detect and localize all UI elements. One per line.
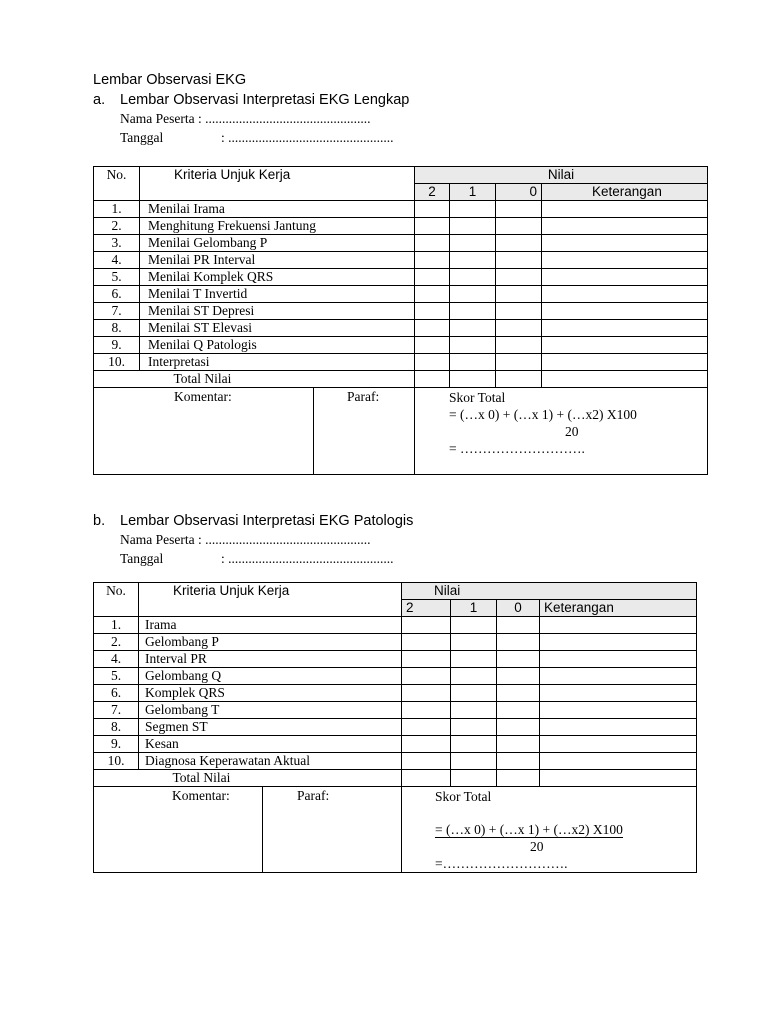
keterangan-cell[interactable] xyxy=(540,719,697,736)
score-2-cell[interactable] xyxy=(402,668,451,685)
table-row xyxy=(94,286,708,303)
criteria-text: Menilai Gelombang P xyxy=(140,235,415,252)
total-nilai-label: Total Nilai xyxy=(140,371,415,388)
criteria-text: Irama xyxy=(139,617,402,634)
score-1-cell[interactable] xyxy=(451,617,497,634)
keterangan-cell[interactable] xyxy=(542,337,708,354)
criteria-text: Menilai Komplek QRS xyxy=(140,269,415,286)
keterangan-cell[interactable] xyxy=(542,269,708,286)
row-number: 3. xyxy=(94,235,140,252)
score-1-cell[interactable] xyxy=(450,320,496,337)
score-1-cell[interactable] xyxy=(451,736,497,753)
score-2-cell[interactable] xyxy=(415,303,450,320)
criteria-text: Diagnosa Keperawatan Aktual xyxy=(139,753,402,770)
header-score-2: 2 xyxy=(415,184,450,201)
keterangan-cell[interactable] xyxy=(542,354,708,371)
section-b-nama-peserta xyxy=(120,532,370,548)
tanggal-colon: : xyxy=(221,551,225,566)
nama-peserta-label: Nama Peserta : xyxy=(120,111,202,126)
row-number: 7. xyxy=(94,702,139,719)
paraf-cell[interactable] xyxy=(314,388,415,475)
criteria-text: Menghitung Frekuensi Jantung xyxy=(140,218,415,235)
row-number: 1. xyxy=(94,617,139,634)
paraf-label: Paraf: xyxy=(297,788,330,803)
keterangan-cell[interactable] xyxy=(542,252,708,269)
score-2-cell[interactable] xyxy=(415,354,450,371)
table-row xyxy=(94,753,697,770)
total-score-2[interactable] xyxy=(415,371,450,388)
criteria-text: Kesan xyxy=(139,736,402,753)
row-number: 1. xyxy=(94,201,140,218)
tanggal-field[interactable]: ................................................. xyxy=(228,130,394,145)
score-0-cell[interactable] xyxy=(496,303,542,320)
score-1-cell[interactable] xyxy=(450,303,496,320)
header-no: No. xyxy=(94,583,139,617)
document-title: Lembar Observasi EKG xyxy=(93,72,247,88)
tanggal-label: Tanggal xyxy=(120,130,164,145)
total-blank xyxy=(94,371,140,388)
skor-total-cell xyxy=(402,787,697,873)
score-0-cell[interactable] xyxy=(496,218,542,235)
table-row xyxy=(94,719,697,736)
total-blank xyxy=(94,770,139,787)
paraf-cell[interactable] xyxy=(263,787,402,873)
score-0-cell[interactable] xyxy=(497,702,540,719)
tanggal-field[interactable]: ................................................. xyxy=(228,551,394,566)
score-1-cell[interactable] xyxy=(450,269,496,286)
score-0-cell[interactable] xyxy=(497,617,540,634)
score-1-cell[interactable] xyxy=(450,354,496,371)
komentar-cell[interactable] xyxy=(94,787,263,873)
score-2-cell[interactable] xyxy=(415,320,450,337)
criteria-text: Gelombang P xyxy=(139,634,402,651)
header-score-0: 0 xyxy=(496,184,542,201)
score-1-cell[interactable] xyxy=(450,286,496,303)
score-2-cell[interactable] xyxy=(415,337,450,354)
score-1-cell[interactable] xyxy=(451,634,497,651)
score-2-cell[interactable] xyxy=(402,753,451,770)
row-number: 9. xyxy=(94,337,140,354)
section-a-table xyxy=(93,166,708,475)
table-row xyxy=(94,337,708,354)
table-row xyxy=(94,218,708,235)
criteria-text: Menilai ST Elevasi xyxy=(140,320,415,337)
score-2-cell[interactable] xyxy=(402,736,451,753)
table-row xyxy=(94,303,708,320)
tanggal-label: Tanggal xyxy=(120,551,164,566)
score-1-cell[interactable] xyxy=(451,685,497,702)
section-b-table xyxy=(93,582,697,873)
row-number: 6. xyxy=(94,286,140,303)
score-2-cell[interactable] xyxy=(402,702,451,719)
section-b-heading xyxy=(93,513,413,529)
score-1-cell[interactable] xyxy=(451,668,497,685)
score-2-cell[interactable] xyxy=(415,218,450,235)
score-0-cell[interactable] xyxy=(497,634,540,651)
section-a-letter: a. xyxy=(93,92,106,108)
keterangan-cell[interactable] xyxy=(540,753,697,770)
score-1-cell[interactable] xyxy=(451,702,497,719)
keterangan-cell[interactable] xyxy=(542,303,708,320)
row-number: 2. xyxy=(94,218,140,235)
row-number: 8. xyxy=(94,719,139,736)
criteria-text: Menilai Irama xyxy=(140,201,415,218)
skor-total-label: Skor Total xyxy=(449,390,506,405)
keterangan-cell[interactable] xyxy=(542,235,708,252)
row-number: 6. xyxy=(94,685,139,702)
score-2-cell[interactable] xyxy=(415,201,450,218)
criteria-text: Segmen ST xyxy=(139,719,402,736)
total-score-2[interactable] xyxy=(402,770,451,787)
row-number: 5. xyxy=(94,269,140,286)
header-kriteria: Kriteria Unjuk Kerja xyxy=(139,583,402,617)
score-1-cell[interactable] xyxy=(451,753,497,770)
score-2-cell[interactable] xyxy=(415,286,450,303)
komentar-label: Komentar: xyxy=(174,389,232,404)
keterangan-cell[interactable] xyxy=(540,702,697,719)
section-b-tanggal xyxy=(120,551,394,567)
header-no: No. xyxy=(94,167,140,201)
row-number: 7. xyxy=(94,303,140,320)
table-row xyxy=(94,235,708,252)
keterangan-cell[interactable] xyxy=(540,736,697,753)
score-1-cell[interactable] xyxy=(450,337,496,354)
score-1-cell[interactable] xyxy=(450,252,496,269)
score-0-cell[interactable] xyxy=(496,252,542,269)
score-1-cell[interactable] xyxy=(450,218,496,235)
table-row xyxy=(94,702,697,719)
total-score-1[interactable] xyxy=(451,770,497,787)
score-0-cell[interactable] xyxy=(497,719,540,736)
header-kriteria: Kriteria Unjuk Kerja xyxy=(140,167,415,201)
keterangan-cell[interactable] xyxy=(542,218,708,235)
skor-formula: = (…x 0) + (…x 1) + (…x2) X100 xyxy=(449,407,637,422)
score-2-cell[interactable] xyxy=(415,269,450,286)
section-a-heading xyxy=(93,92,409,108)
score-0-cell[interactable] xyxy=(496,337,542,354)
row-number: 10. xyxy=(94,354,140,371)
score-0-cell[interactable] xyxy=(496,354,542,371)
criteria-text: Komplek QRS xyxy=(139,685,402,702)
row-number: 10. xyxy=(94,753,139,770)
header-score-2: 2 xyxy=(402,600,451,617)
keterangan-cell[interactable] xyxy=(542,286,708,303)
skor-result: =………………………. xyxy=(435,856,568,871)
score-2-cell[interactable] xyxy=(415,235,450,252)
score-0-cell[interactable] xyxy=(497,753,540,770)
header-nilai: Nilai xyxy=(402,583,697,600)
skor-formula: = (…x 0) + (…x 1) + (…x2) X100 xyxy=(435,822,623,837)
komentar-label: Komentar: xyxy=(172,788,230,803)
header-keterangan: Keterangan xyxy=(542,184,708,201)
skor-total-cell xyxy=(415,388,708,475)
table-row xyxy=(94,320,708,337)
keterangan-cell[interactable] xyxy=(540,634,697,651)
skor-denominator: 20 xyxy=(565,424,579,439)
tanggal-colon: : xyxy=(221,130,225,145)
criteria-text: Menilai Q Patologis xyxy=(140,337,415,354)
keterangan-cell[interactable] xyxy=(540,617,697,634)
header-keterangan: Keterangan xyxy=(540,600,697,617)
score-0-cell[interactable] xyxy=(496,235,542,252)
nama-peserta-field[interactable]: ................................................. xyxy=(205,111,371,126)
row-number: 9. xyxy=(94,736,139,753)
nama-peserta-field[interactable]: ................................................. xyxy=(205,532,371,547)
section-a-title: Lembar Observasi Interpretasi EKG Lengkap xyxy=(120,92,410,108)
table-row xyxy=(94,651,697,668)
header-nilai: Nilai xyxy=(415,167,708,184)
score-2-cell[interactable] xyxy=(402,719,451,736)
section-b-title: Lembar Observasi Interpretasi EKG Patologis xyxy=(120,513,414,529)
score-2-cell[interactable] xyxy=(402,685,451,702)
total-keterangan[interactable] xyxy=(542,371,708,388)
score-2-cell[interactable] xyxy=(402,634,451,651)
score-0-cell[interactable] xyxy=(497,668,540,685)
total-keterangan[interactable] xyxy=(540,770,697,787)
skor-total-label: Skor Total xyxy=(435,789,492,804)
table-row xyxy=(94,736,697,753)
total-score-1[interactable] xyxy=(450,371,496,388)
total-nilai-label: Total Nilai xyxy=(139,770,402,787)
score-0-cell[interactable] xyxy=(497,651,540,668)
keterangan-cell[interactable] xyxy=(540,668,697,685)
criteria-text: Gelombang Q xyxy=(139,668,402,685)
table-row xyxy=(94,668,697,685)
header-score-1: 1 xyxy=(451,600,497,617)
score-2-cell[interactable] xyxy=(402,651,451,668)
score-0-cell[interactable] xyxy=(496,286,542,303)
keterangan-cell[interactable] xyxy=(540,685,697,702)
table-row xyxy=(94,269,708,286)
section-a-nama-peserta xyxy=(120,111,370,127)
score-2-cell[interactable] xyxy=(402,617,451,634)
score-0-cell[interactable] xyxy=(496,201,542,218)
total-score-0[interactable] xyxy=(497,770,540,787)
table-row xyxy=(94,634,697,651)
row-number: 8. xyxy=(94,320,140,337)
section-b-letter: b. xyxy=(93,513,106,529)
komentar-cell[interactable] xyxy=(94,388,314,475)
keterangan-cell[interactable] xyxy=(542,201,708,218)
criteria-text: Interpretasi xyxy=(140,354,415,371)
criteria-text: Menilai PR Interval xyxy=(140,252,415,269)
row-number: 4. xyxy=(94,651,139,668)
score-2-cell[interactable] xyxy=(415,252,450,269)
paraf-label: Paraf: xyxy=(347,389,380,404)
keterangan-cell[interactable] xyxy=(542,320,708,337)
header-score-1: 1 xyxy=(450,184,496,201)
nama-peserta-label: Nama Peserta : xyxy=(120,532,202,547)
criteria-text: Interval PR xyxy=(139,651,402,668)
header-score-0: 0 xyxy=(497,600,540,617)
total-score-0[interactable] xyxy=(496,371,542,388)
score-0-cell[interactable] xyxy=(496,269,542,286)
table-row xyxy=(94,617,697,634)
score-0-cell[interactable] xyxy=(497,736,540,753)
table-row xyxy=(94,201,708,218)
row-number: 4. xyxy=(94,252,140,269)
score-1-cell[interactable] xyxy=(450,235,496,252)
score-1-cell[interactable] xyxy=(451,719,497,736)
score-0-cell[interactable] xyxy=(497,685,540,702)
criteria-text: Menilai ST Depresi xyxy=(140,303,415,320)
row-number: 5. xyxy=(94,668,139,685)
skor-denominator: 20 xyxy=(530,839,544,854)
criteria-text: Gelombang T xyxy=(139,702,402,719)
table-row xyxy=(94,252,708,269)
skor-result: = ………………………. xyxy=(449,441,585,456)
section-a-tanggal xyxy=(120,130,394,146)
criteria-text: Menilai T Invertid xyxy=(140,286,415,303)
table-row xyxy=(94,354,708,371)
score-1-cell[interactable] xyxy=(450,201,496,218)
row-number: 2. xyxy=(94,634,139,651)
score-1-cell[interactable] xyxy=(451,651,497,668)
score-0-cell[interactable] xyxy=(496,320,542,337)
table-row xyxy=(94,685,697,702)
keterangan-cell[interactable] xyxy=(540,651,697,668)
